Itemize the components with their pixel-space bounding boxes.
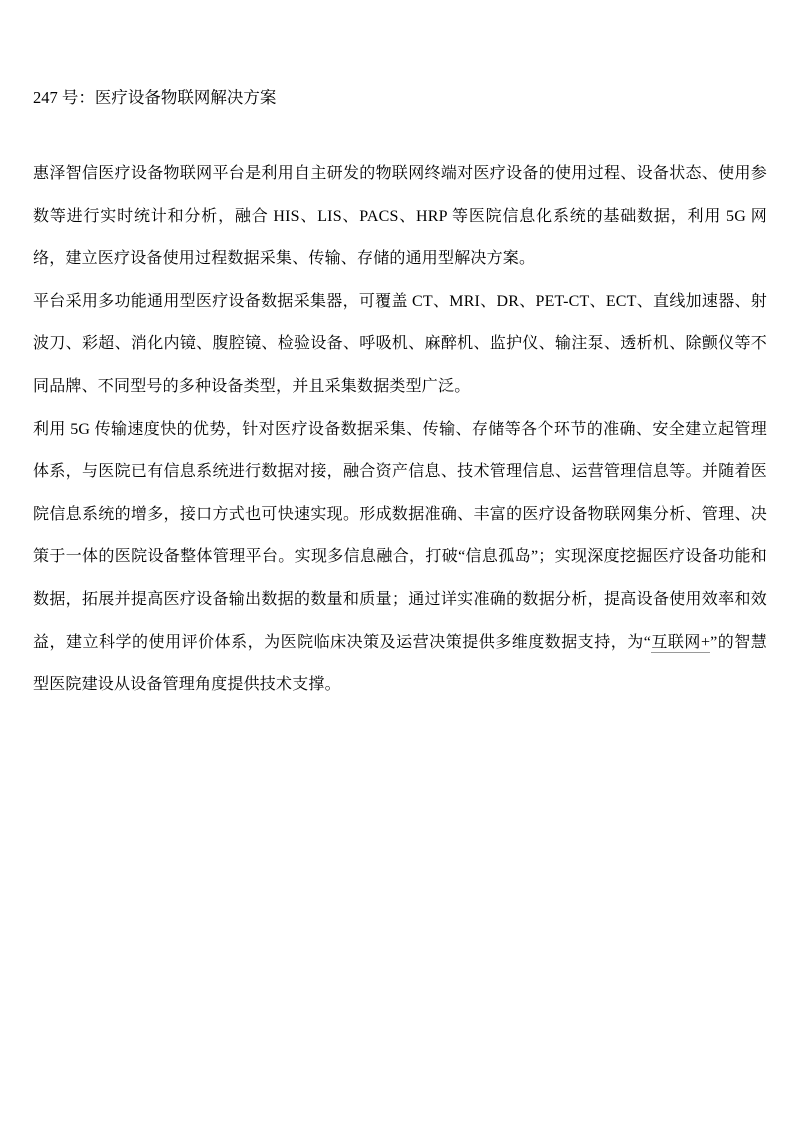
- paragraph-platform-overview: 惠泽智信医疗设备物联网平台是利用自主研发的物联网终端对医疗设备的使用过程、设备状态、使用参数等进行实时统计和分析，融合 HIS、LIS、PACS、HRP 等医院信息化系统的基础数据，利用 5G 网络，建立医疗设备使用过程数据采集、传输、存储的通用型解决方案。: [33, 165, 767, 268]
- paragraph-5g-management-text-end: ”的智慧型医院建设从设备管理角度提供技术支撑。: [33, 633, 767, 694]
- paragraph-5g-management: [33, 409, 767, 707]
- document-title: 247 号：医疗设备物联网解决方案: [33, 88, 277, 107]
- internet-plus-term: 互联网+: [651, 633, 711, 651]
- paragraph-device-coverage: 平台采用多功能通用型医疗设备数据采集器，可覆盖 CT、MRI、DR、PET-CT、ECT、直线加速器、射波刀、彩超、消化内镜、腹腔镜、检验设备、呼吸机、麻醉机、监护仪、输注泵、透析机、除颤仪等不同品牌、不同型号的多种设备类型，并且采集数据类型广泛。: [33, 292, 767, 395]
- paragraph-5g-management-text-start: 利用 5G 传输速度快的优势，针对医疗设备数据采集、传输、存储等各个环节的准确、安全建立起管理体系，与医院已有信息系统进行数据对接，融合资产信息、技术管理信息、运营管理信息等。并随着医院信息系统的增多，接口方式也可快速实现。形成数据准确、丰富的医疗设备物联网集分析、管理、决策于一体的医院设备整体管理平台。实现多信息融合，打破“信息孤岛”；实现深度挖掘医疗设备功能和数据，拓展并提高医疗设备输出数据的数量和质量；通过详实准确的数据分析，提高设备使用效率和效益，建立科学的使用评价体系，为医院临床决策及运营决策提供多维度数据支持，为“: [33, 420, 767, 651]
